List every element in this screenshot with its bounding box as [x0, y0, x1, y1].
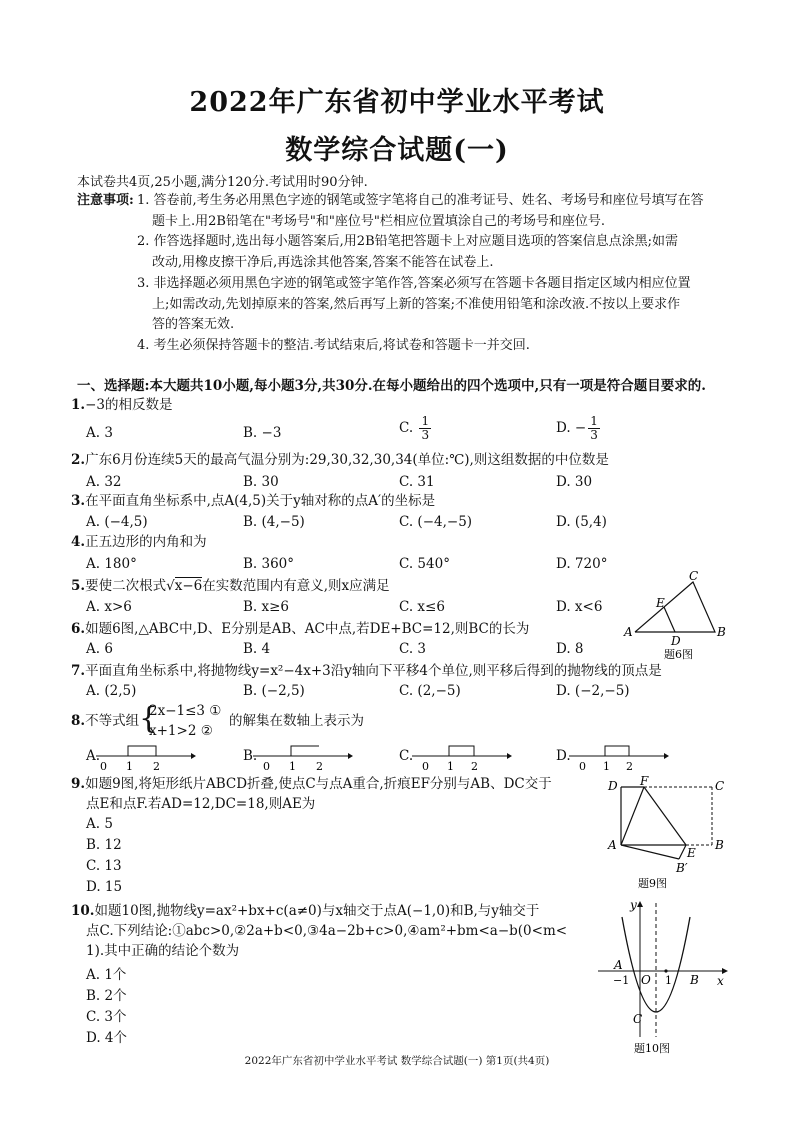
- fraction: [588, 415, 600, 442]
- notice-line: 4. 考生必须保持答题卡的整洁.考试结束后,将试卷和答题卡一并交回.: [137, 338, 530, 353]
- tick-label: 0: [422, 760, 429, 772]
- option-b: B. (4,−5): [243, 514, 305, 530]
- option-c: C. 13: [86, 858, 122, 874]
- fig10-label-minus1: −1: [613, 974, 630, 987]
- page-footer: 2022年广东省初中学业水平考试 数学综合试题(一) 第1页(共4页): [244, 1055, 550, 1067]
- option-d: D. 30: [556, 474, 593, 490]
- question-text: 广东6月份连续5天的最高气温分别为:29,30,32,30,34(单位:℃),则这组数据的中位数是: [85, 452, 609, 468]
- question-number: 9.: [71, 776, 86, 792]
- number-line-c: [412, 740, 512, 772]
- question-text: 正五边形的内角和为: [85, 534, 207, 550]
- question-7: [71, 662, 662, 681]
- fig9-label-e: E: [687, 846, 696, 860]
- section-heading: 一、选择题:本大题共10小题,每小题3分,共30分.在每小题给出的四个选项中,只有一项是符合题目要求的.: [77, 378, 706, 394]
- fig6-label-c: C: [689, 570, 699, 583]
- question-number: 2.: [71, 452, 86, 468]
- question-3: [71, 492, 435, 511]
- option-c: [399, 415, 431, 442]
- number-line-a: [96, 740, 196, 772]
- question-text: 要使二次根式: [85, 578, 167, 594]
- notice-line: 3. 非选择题必须用黑色字迹的钢笔或签字笔作答,答案必须写在答题卡各题目指定区域内相应位置: [137, 276, 691, 291]
- option-d: [556, 415, 600, 442]
- option-c: C.: [399, 748, 414, 764]
- option-c: C. 3个: [86, 1009, 127, 1025]
- question-9: [71, 775, 552, 794]
- fig9-label-b: B: [715, 838, 724, 852]
- question-text: 平面直角坐标系中,将抛物线y=x²−4x+3沿y轴向下平移4个单位,则平移后得到的抛物线的顶点是: [85, 663, 662, 679]
- option-d: D. (−2,−5): [556, 683, 630, 699]
- fig9-label-c: C: [715, 779, 725, 793]
- fig10-label-c: C: [633, 1012, 643, 1026]
- inequality-2: x+1>2 ②: [149, 723, 213, 739]
- fig9-label-bprime: B′: [676, 861, 688, 875]
- question-number: 7.: [71, 663, 86, 679]
- figure-9: [604, 775, 734, 895]
- figure-6: [620, 570, 730, 670]
- tick-label: 2: [316, 760, 323, 772]
- option-c: C. 3: [399, 641, 427, 657]
- option-a: A. (2,5): [86, 683, 137, 699]
- question-number: 1.: [71, 397, 86, 413]
- notice-line: 答的答案无效.: [152, 317, 235, 332]
- fig10-label-one: 1: [665, 974, 672, 987]
- question-number: 6.: [71, 621, 86, 637]
- option-b: B. 30: [243, 474, 279, 490]
- fig10-label-a: A: [614, 958, 623, 972]
- option-a: A. x>6: [86, 599, 132, 615]
- question-4: [71, 533, 207, 552]
- notice-line: 题卡上.用2B铅笔在"考场号"和"座位号"栏相应位置填涂自己的考场号和座位号.: [152, 214, 606, 229]
- tick-label: 1: [126, 760, 133, 772]
- question-text: 不等式组: [85, 713, 140, 729]
- option-d: D. (5,4): [556, 514, 607, 530]
- option-b: B. (−2,5): [243, 683, 305, 699]
- question-text: 如题10图,抛物线y=ax²+bx+c(a≠0)与x轴交于点A(−1,0)和B,与y轴交于: [94, 903, 540, 919]
- option-prefix: D. −: [556, 420, 587, 436]
- question-number: 8.: [71, 713, 86, 729]
- option-b: B. x≥6: [243, 599, 290, 615]
- question-number: 3.: [71, 493, 86, 509]
- option-b: B. 4: [243, 641, 271, 657]
- fig10-caption: 题10图: [634, 1042, 670, 1055]
- tick-label: 0: [100, 760, 107, 772]
- option-d: D. 15: [86, 879, 123, 895]
- option-a: A.: [86, 748, 101, 764]
- option-d: D.: [556, 748, 571, 764]
- tick-label: 0: [579, 760, 586, 772]
- question-text: 如题9图,将矩形纸片ABCD折叠,使点C与点A重合,折痕EF分别与AB、DC交于: [85, 776, 552, 792]
- exam-intro: 本试卷共4页,25小题,满分120分.考试用时90分钟.: [77, 175, 368, 190]
- question-1: [71, 396, 173, 415]
- option-d: D. 720°: [556, 556, 608, 572]
- option-c: C. x≤6: [399, 599, 445, 615]
- tick-label: 1: [603, 760, 610, 772]
- fig6-caption: 题6图: [664, 648, 693, 661]
- option-a: A. 6: [86, 641, 113, 657]
- option-a: A. 180°: [86, 556, 137, 572]
- option-a: A. 3: [86, 425, 113, 441]
- fraction: [419, 415, 431, 442]
- option-b: B. 360°: [243, 556, 295, 572]
- option-a: A. (−4,5): [86, 514, 148, 530]
- brace-symbol: {: [139, 701, 159, 736]
- question-text: 1).其中正确的结论个数为: [86, 943, 240, 959]
- notice-label: 注意事项:: [77, 193, 134, 208]
- denominator: 3: [421, 428, 430, 442]
- question-text: 在实数范围内有意义,则x应满足: [202, 578, 390, 594]
- question-text: 点E和点F.若AD=12,DC=18,则AE为: [86, 796, 316, 812]
- fig9-caption: 题9图: [638, 877, 667, 890]
- notice-line: 2. 作答选择题时,选出每小题答案后,用2B铅笔把答题卡上对应题目选项的答案信息点涂黑;如需: [137, 234, 679, 249]
- option-c: C. 31: [399, 474, 435, 490]
- question-text: 点C.下列结论:①abc>0,②2a+b<0,③4a−2b+c>0,④am²+bm<a−b(0<m<: [86, 923, 568, 939]
- number-line-b: [253, 740, 353, 772]
- radical: √x−6: [166, 578, 203, 594]
- fig9-label-f: F: [640, 775, 649, 788]
- fig6-label-e: E: [656, 596, 665, 610]
- tick-label: 2: [626, 760, 633, 772]
- page-subtitle: 数学综合试题(一): [285, 135, 509, 166]
- tick-label: 1: [289, 760, 296, 772]
- option-a: A. 32: [86, 474, 122, 490]
- question-number: 10.: [71, 903, 95, 919]
- tick-label: 2: [471, 760, 478, 772]
- option-b: B.: [243, 748, 258, 764]
- option-c: C. (−4,−5): [399, 514, 473, 530]
- page-title: 2022年广东省初中学业水平考试: [189, 87, 605, 118]
- fig10-label-x: x: [717, 974, 724, 988]
- notice-line: 改动,用橡皮擦干净后,再选涂其他答案,答案不能答在试卷上.: [152, 255, 494, 270]
- option-b: B. −3: [243, 425, 282, 441]
- radicand: x−6: [174, 578, 203, 594]
- option-b: B. 12: [86, 837, 122, 853]
- tick-label: 2: [153, 760, 160, 772]
- fig10-label-y: y: [630, 898, 637, 912]
- question-text: −3的相反数是: [85, 397, 173, 413]
- option-d: D. 4个: [86, 1030, 128, 1046]
- number-line-d: [569, 740, 669, 772]
- question-text: 的解集在数轴上表示为: [229, 713, 364, 729]
- question-2: [71, 451, 609, 470]
- question-5: [71, 577, 390, 596]
- inequality-1: 2x−1≤3 ①: [149, 703, 222, 719]
- fig9-label-a: A: [608, 838, 617, 852]
- fig6-label-d: D: [671, 634, 681, 648]
- question-10: [71, 902, 539, 921]
- option-prefix: C.: [399, 420, 418, 436]
- question-8: [71, 712, 139, 731]
- fig6-label-a: A: [624, 625, 633, 639]
- fig10-label-b: B: [690, 973, 699, 987]
- option-c: C. 540°: [399, 556, 450, 572]
- option-d: D. 8: [556, 641, 584, 657]
- option-a: A. 1个: [86, 967, 127, 983]
- option-d: D. x<6: [556, 599, 603, 615]
- figure-10: [594, 897, 734, 1057]
- notice-line: 上;如需改动,先划掉原来的答案,然后再写上新的答案;不准使用铅笔和涂改液.不按以上要求作: [152, 297, 681, 312]
- question-text: 在平面直角坐标系中,点A(4,5)关于y轴对称的点A′的坐标是: [85, 493, 436, 509]
- option-a: A. 5: [86, 816, 113, 832]
- tick-label: 1: [447, 760, 454, 772]
- question-6: [71, 620, 529, 639]
- question-number: 5.: [71, 578, 86, 594]
- notice-line: 1. 答卷前,考生务必用黑色字迹的钢笔或签字笔将自己的准考证号、姓名、考场号和座位号填写在答: [137, 193, 704, 208]
- option-b: B. 2个: [86, 988, 127, 1004]
- question-text: 如题6图,△ABC中,D、E分别是AB、AC中点,若DE+BC=12,则BC的长为: [85, 621, 530, 637]
- denominator: 3: [590, 428, 598, 442]
- fig9-label-d: D: [608, 779, 618, 793]
- question-number: 4.: [71, 534, 86, 550]
- fig6-label-b: B: [717, 625, 726, 639]
- fig10-label-o: O: [641, 973, 651, 987]
- numerator: 1: [590, 414, 598, 428]
- numerator: 1: [421, 414, 430, 428]
- tick-label: 0: [263, 760, 270, 772]
- option-c: C. (2,−5): [399, 683, 461, 699]
